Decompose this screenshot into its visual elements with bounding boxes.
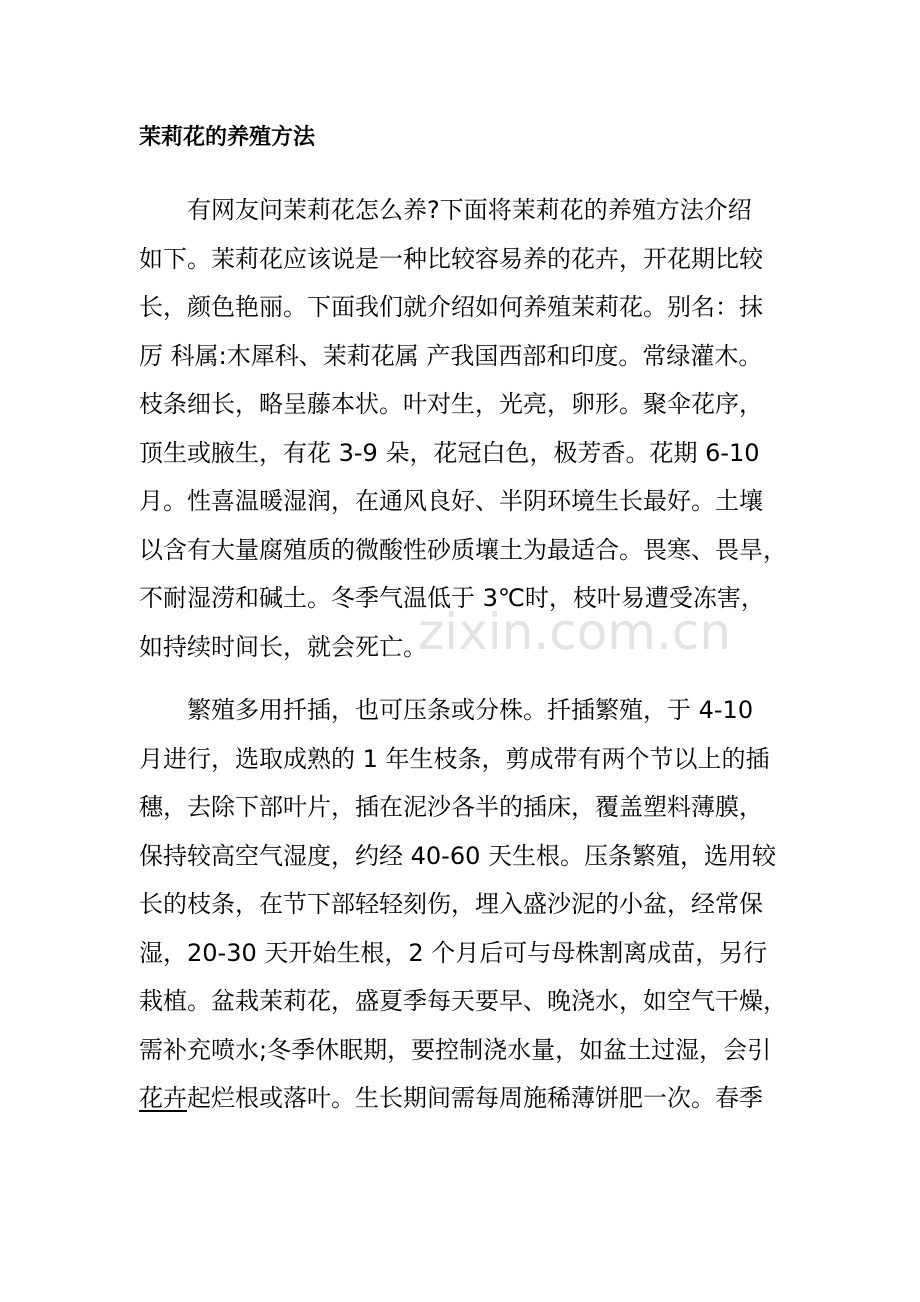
paragraph-line-last [139,1074,819,1123]
paragraph-line: 不耐湿涝和碱土。冬季气温低于 3℃时，枝叶易遭受冻害， [139,584,765,612]
paragraph-line: 以含有大量腐殖质的微酸性砂质壤土为最适合。畏寒、畏旱， [139,535,787,564]
paragraph-line: 月。性喜温暖湿润，在通风良好、半阴环境生长最好。土壤 [139,487,763,515]
paragraph-line-rest: 起烂根或落叶。生长期间需每周施稀薄饼肥一次。春季 [187,1084,763,1112]
paragraph-line: 月进行，选取成熟的 1 年生枝条，剪成带有两个节以上的插 [139,744,770,773]
paragraph-line: 保持较高空气湿度，约经 40-60 天生根。压条繁殖，选用较 [139,841,776,870]
paragraph-line: 顶生或腋生，有花 3-9 朵，花冠白色，极芳香。花期 6-10 [139,438,760,467]
paragraph-2 [139,686,819,1123]
watermark: zixin.com.cn [418,603,732,661]
document-title: 茉莉花的养殖方法 [139,125,316,150]
paragraph-line: 如下。茉莉花应该说是一种比较容易养的花卉，开花期比较 [139,244,763,273]
paragraph-line: 长，颜色艳丽。下面我们就介绍如何养殖茉莉花。别名：抹 [139,293,763,321]
paragraph-line: 需补充喷水;冬季休眠期，要控制浇水量，如盆土过湿，会引 [139,1035,772,1064]
paragraph-line: 栽植。盆栽茉莉花，盛夏季每天要早、晚浇水，如空气干燥， [139,987,787,1015]
paragraph-line: 厉 科属:木犀科、茉莉花属 产我国西部和印度。常绿灌木。 [139,341,763,370]
paragraph-line: 有网友问茉莉花怎么养?下面将茉莉花的养殖方法介绍 [187,196,752,224]
paragraph-line: 湿，20-30 天开始生根，2 个月后可与母株割离成苗，另行 [139,938,768,967]
paragraph-line: 如持续时间长，就会死亡。 [139,632,427,661]
flower-link[interactable]: 花卉 [139,1084,187,1112]
paragraph-1 [139,186,819,671]
paragraph-line: 繁殖多用扦插，也可压条或分株。扦插繁殖，于 4-10 [187,696,754,724]
paragraph-line: 穗，去除下部叶片，插在泥沙各半的插床，覆盖塑料薄膜， [139,793,763,821]
paragraph-line: 枝条细长，略呈藤本状。叶对生，光亮，卵形。聚伞花序， [139,390,763,418]
paragraph-line: 长的枝条，在节下部轻轻刻伤，埋入盛沙泥的小盆，经常保 [139,890,763,918]
